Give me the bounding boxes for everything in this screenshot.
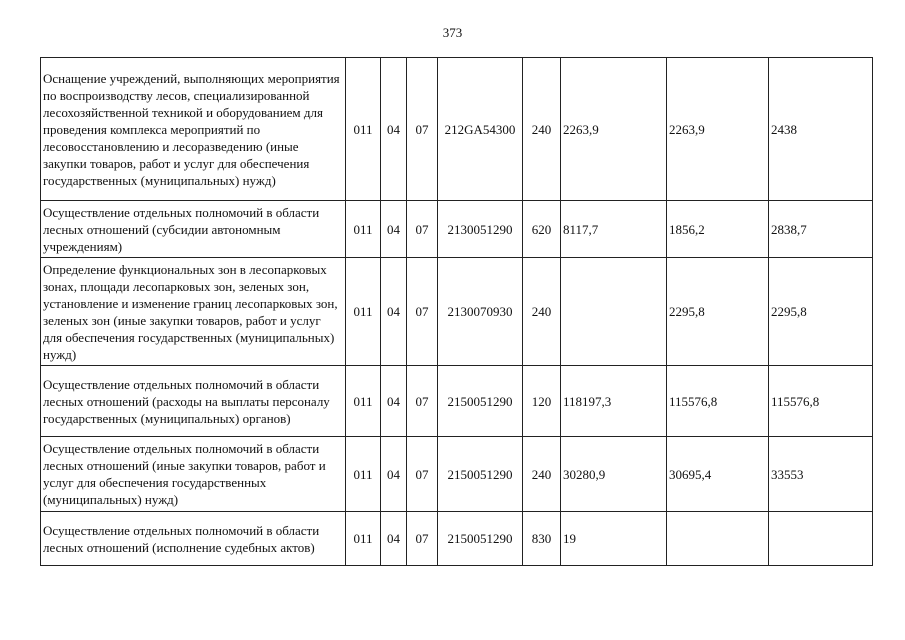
cell-ministry-code: 011 bbox=[346, 58, 381, 201]
cell-name: Осуществление отдельных полномочий в области лесных отношений (расходы на выплаты персоналу государственных (муниципальных) органов) bbox=[41, 366, 346, 437]
cell-amount-1: 19 bbox=[561, 512, 667, 566]
cell-name: Осуществление отдельных полномочий в области лесных отношений (субсидии автономным учреждениям) bbox=[41, 201, 346, 258]
cell-expense-type: 830 bbox=[523, 512, 561, 566]
cell-target-article: 212GA54300 bbox=[438, 58, 523, 201]
cell-target-article: 2150051290 bbox=[438, 437, 523, 512]
cell-name: Осуществление отдельных полномочий в области лесных отношений (исполнение судебных актов) bbox=[41, 512, 346, 566]
cell-subsection-code: 07 bbox=[407, 366, 438, 437]
cell-amount-3: 115576,8 bbox=[769, 366, 873, 437]
cell-expense-type: 120 bbox=[523, 366, 561, 437]
cell-target-article: 2150051290 bbox=[438, 366, 523, 437]
table-row bbox=[41, 258, 873, 366]
cell-ministry-code: 011 bbox=[346, 366, 381, 437]
cell-amount-1 bbox=[561, 258, 667, 366]
cell-name: Осуществление отдельных полномочий в области лесных отношений (иные закупки товаров, работ и услуг для обеспечения государственных (муниципальных) нужд) bbox=[41, 437, 346, 512]
cell-ministry-code: 011 bbox=[346, 512, 381, 566]
cell-amount-2: 2263,9 bbox=[667, 58, 769, 201]
cell-ministry-code: 011 bbox=[346, 201, 381, 258]
cell-amount-3 bbox=[769, 512, 873, 566]
cell-amount-2: 115576,8 bbox=[667, 366, 769, 437]
table-row bbox=[41, 437, 873, 512]
cell-amount-2 bbox=[667, 512, 769, 566]
cell-section-code: 04 bbox=[381, 437, 407, 512]
cell-amount-1: 30280,9 bbox=[561, 437, 667, 512]
cell-subsection-code: 07 bbox=[407, 258, 438, 366]
cell-amount-1: 8117,7 bbox=[561, 201, 667, 258]
cell-amount-3: 33553 bbox=[769, 437, 873, 512]
cell-target-article: 2150051290 bbox=[438, 512, 523, 566]
cell-ministry-code: 011 bbox=[346, 437, 381, 512]
cell-amount-3: 2838,7 bbox=[769, 201, 873, 258]
cell-section-code: 04 bbox=[381, 512, 407, 566]
cell-expense-type: 240 bbox=[523, 437, 561, 512]
cell-section-code: 04 bbox=[381, 258, 407, 366]
cell-amount-3: 2438 bbox=[769, 58, 873, 201]
cell-section-code: 04 bbox=[381, 366, 407, 437]
cell-subsection-code: 07 bbox=[407, 201, 438, 258]
cell-expense-type: 240 bbox=[523, 258, 561, 366]
cell-subsection-code: 07 bbox=[407, 437, 438, 512]
cell-amount-2: 2295,8 bbox=[667, 258, 769, 366]
cell-name: Определение функциональных зон в лесопарковых зонах, площади лесопарковых зон, зеленых зон, установление и изменение границ лесопарковых зон, зеленых зон (иные закупки товаров, работ и услуг для обеспечения государственных (муниципальных) нужд) bbox=[41, 258, 346, 366]
cell-name: Оснащение учреждений, выполняющих мероприятия по воспроизводству лесов, специализированной лесохозяйственной техникой и оборудованием для проведения комплекса мероприятий по лесовосстановлению и лесоразведению (иные закупки товаров, работ и услуг для обеспечения государственных (муниципальных) нужд) bbox=[41, 58, 346, 201]
cell-amount-3: 2295,8 bbox=[769, 258, 873, 366]
cell-expense-type: 240 bbox=[523, 58, 561, 201]
cell-amount-1: 118197,3 bbox=[561, 366, 667, 437]
cell-subsection-code: 07 bbox=[407, 58, 438, 201]
table-row bbox=[41, 512, 873, 566]
page-number: 373 bbox=[442, 25, 463, 40]
cell-amount-2: 30695,4 bbox=[667, 437, 769, 512]
cell-ministry-code: 011 bbox=[346, 258, 381, 366]
table-row bbox=[41, 366, 873, 437]
cell-section-code: 04 bbox=[381, 201, 407, 258]
cell-expense-type: 620 bbox=[523, 201, 561, 258]
cell-target-article: 2130051290 bbox=[438, 201, 523, 258]
table-body bbox=[41, 58, 873, 566]
table-row bbox=[41, 201, 873, 258]
cell-subsection-code: 07 bbox=[407, 512, 438, 566]
cell-amount-1: 2263,9 bbox=[561, 58, 667, 201]
table-row bbox=[41, 58, 873, 201]
cell-target-article: 2130070930 bbox=[438, 258, 523, 366]
cell-amount-2: 1856,2 bbox=[667, 201, 769, 258]
budget-table bbox=[40, 57, 873, 566]
cell-section-code: 04 bbox=[381, 58, 407, 201]
